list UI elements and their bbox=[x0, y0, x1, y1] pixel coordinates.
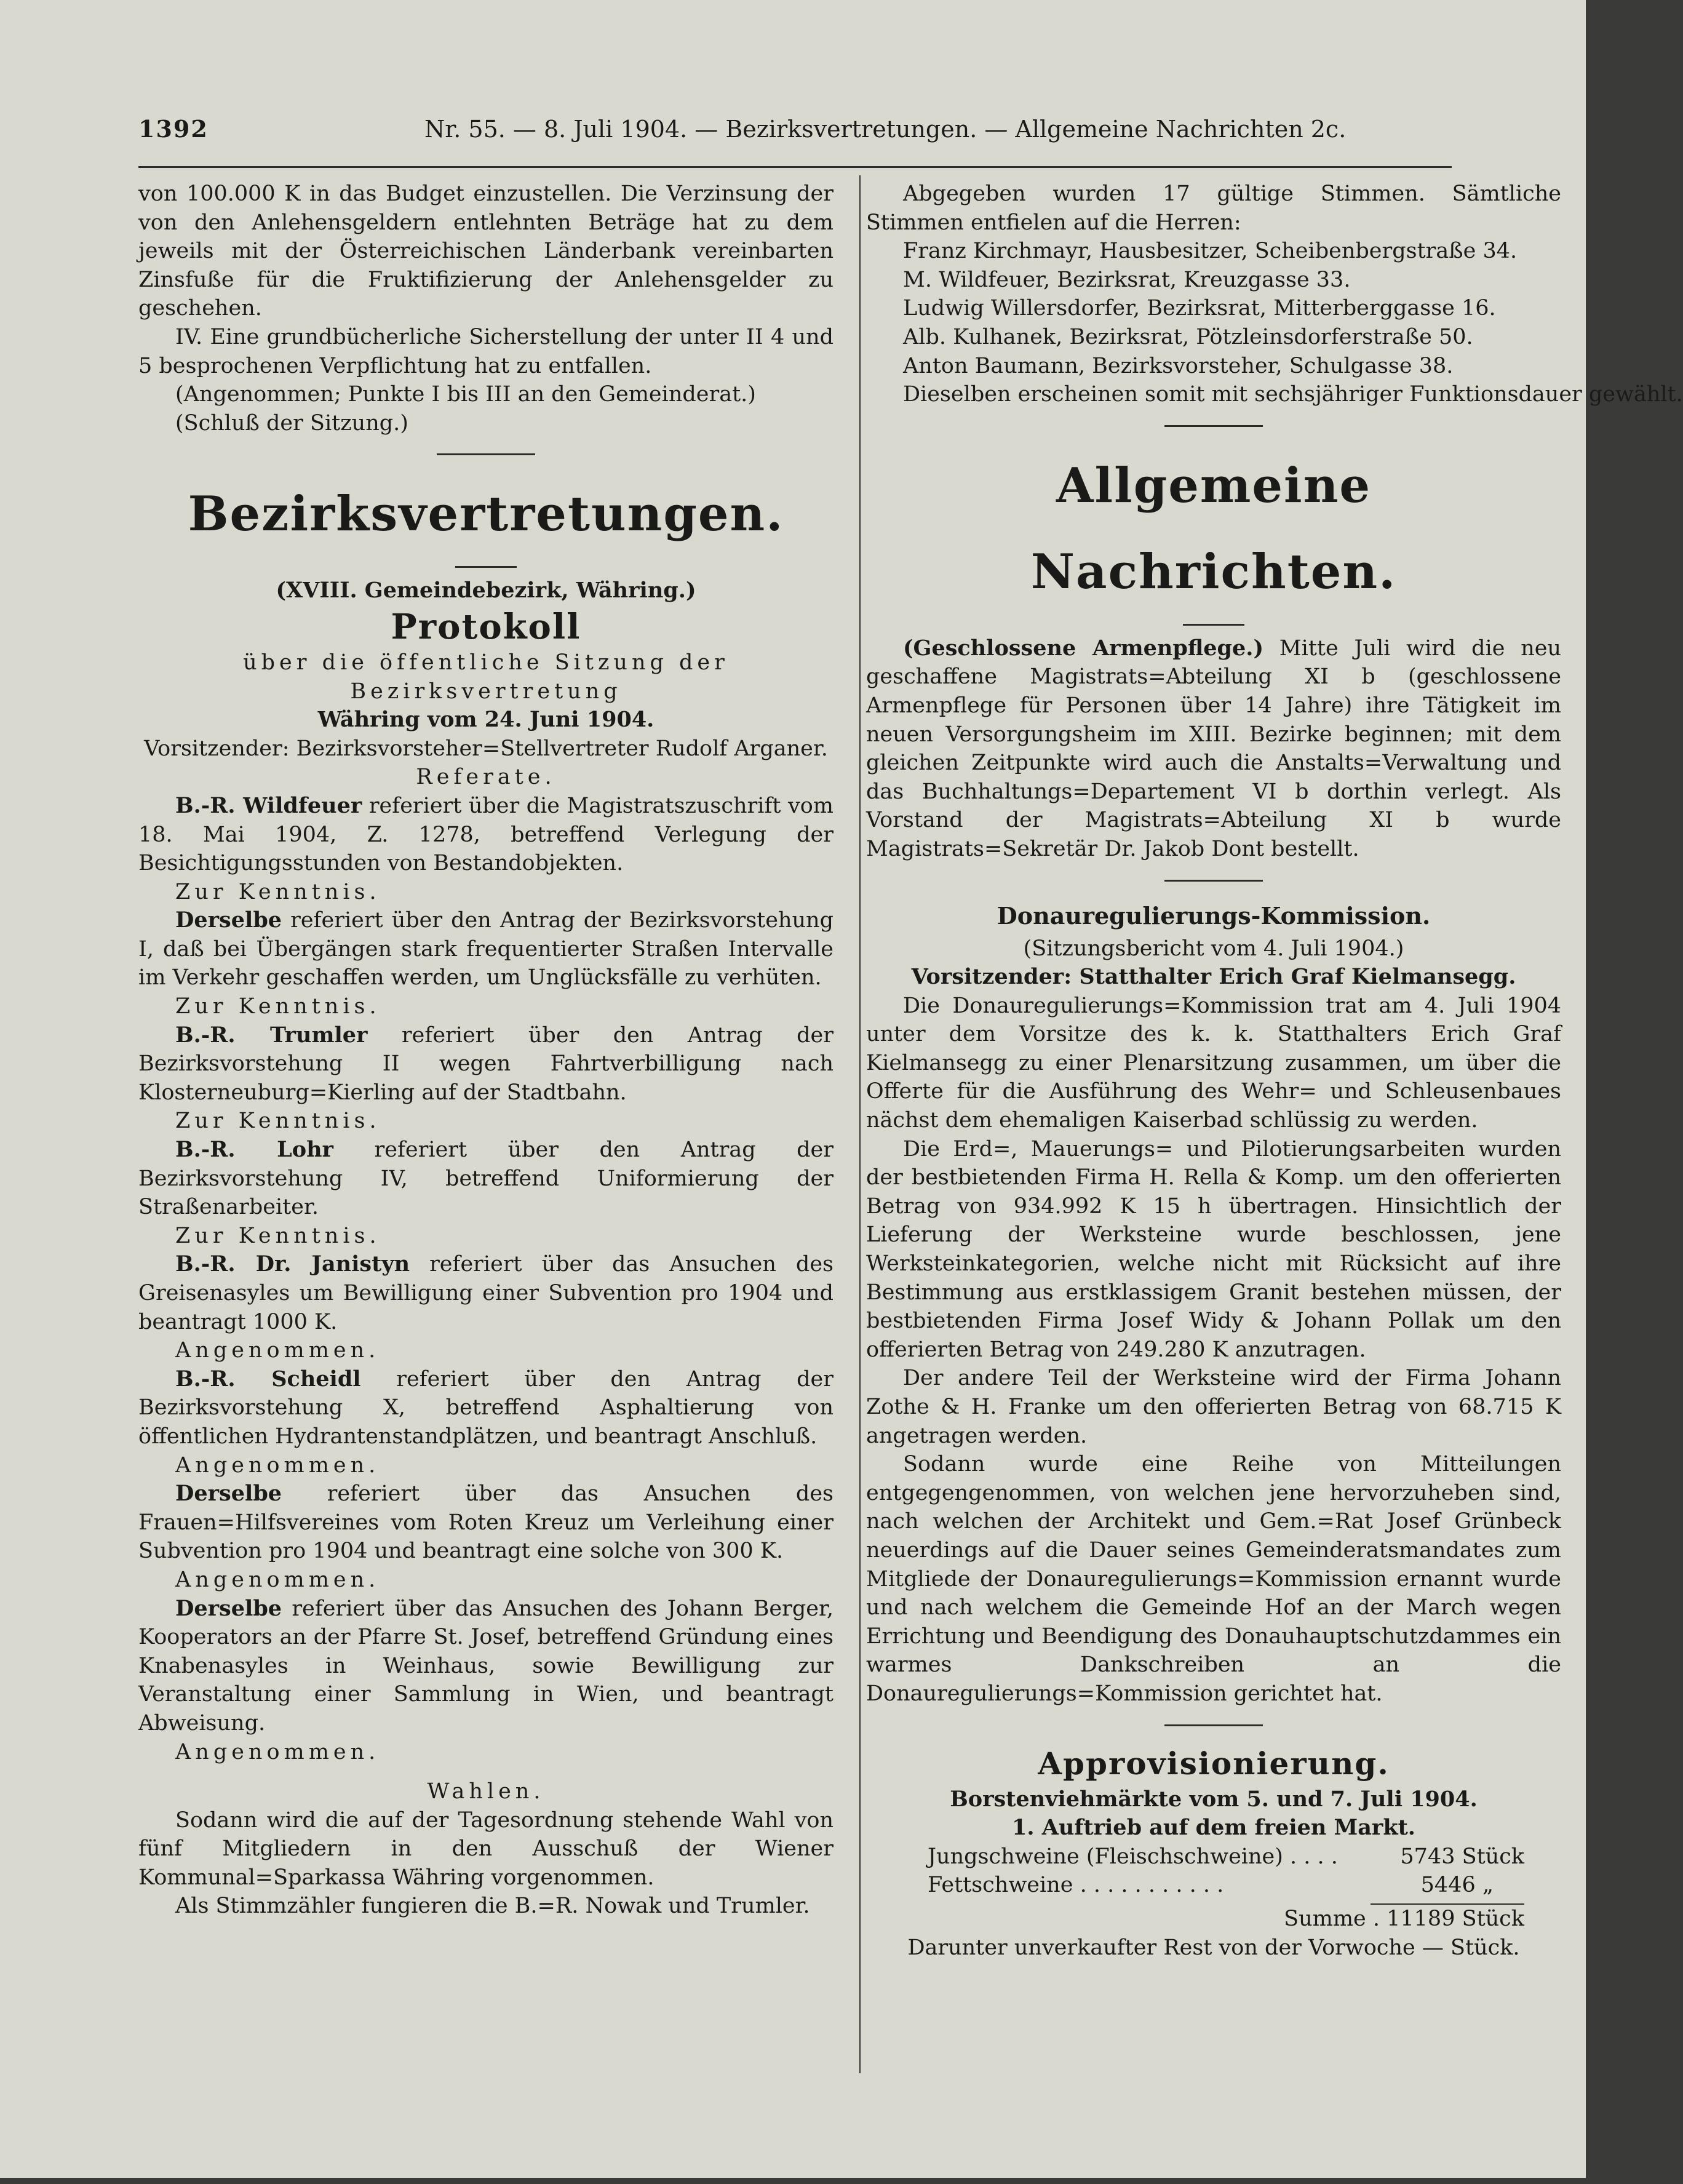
list-item: Dieselben erscheinen somit mit sechsjähriger Funktionsdauer gewählt. bbox=[903, 382, 1683, 407]
report-item bbox=[138, 1021, 834, 1107]
separator bbox=[1164, 425, 1263, 427]
paragraph: Abgegeben wurden 17 gültige Stimmen. Sämtliche Stimmen entfielen auf die Herren: bbox=[866, 181, 1561, 235]
section-title: Allgemeine Nachrichten. bbox=[1030, 457, 1397, 600]
decision: Zur Kenntnis. bbox=[175, 994, 381, 1019]
subsection-title: Donauregulierungs-Kommission. bbox=[997, 901, 1431, 930]
separator bbox=[437, 453, 535, 455]
paragraph: Als Stimmzähler fungieren die B.=R. Nowak und Trumler. bbox=[175, 1894, 810, 1919]
speaker-name: Derselbe bbox=[175, 907, 282, 933]
speaker-name: B.-R. Wildfeuer bbox=[175, 792, 362, 818]
chair-line: Vorsitzender: Statthalter Erich Graf Kielmansegg. bbox=[911, 964, 1516, 990]
decision: Angenommen. bbox=[175, 1453, 380, 1478]
subsection-title: Approvisionierung. bbox=[1038, 1745, 1390, 1782]
paragraph: Sodann wird die auf der Tagesordnung stehende Wahl von fünf Mitgliedern in den Ausschuß der Wiener Kommunal=Sparkassa Währing vorgenommen. bbox=[138, 1807, 834, 1890]
row-value: 5446 „ bbox=[1420, 1873, 1494, 1898]
market-heading: Borstenviehmärkte vom 5. und 7. Juli 1904. bbox=[950, 1786, 1478, 1812]
spacer bbox=[138, 1766, 834, 1777]
report-text: referiert über die Magistratszuschrift vom 18. Mai 1904, Z. 1278, betreffend Verlegung der Besichtigungsstunden von Bestandobjekten. bbox=[138, 793, 834, 876]
decision: Angenommen. bbox=[175, 1739, 380, 1764]
speaker-name: Derselbe bbox=[175, 1481, 282, 1507]
list-item: Ludwig Willersdorfer, Bezirksrat, Mitterberggasse 16. bbox=[903, 296, 1496, 321]
report-item bbox=[138, 1480, 834, 1566]
report-text: referiert über das Ansuchen des Greisenasyles um Bewilligung einer Subvention pro 1904 und beantragt 1000 K. bbox=[138, 1252, 834, 1334]
sum-line: Summe . 11189 Stück bbox=[1284, 1906, 1524, 1931]
page-number: 1392 bbox=[138, 115, 209, 143]
report-item bbox=[138, 1136, 834, 1222]
list-item: M. Wildfeuer, Bezirksrat, Kreuzgasse 33. bbox=[903, 267, 1351, 292]
decision: Angenommen. bbox=[175, 1567, 380, 1592]
protocol-line: über die öffentliche Sitzung der Bezirksvertretung bbox=[243, 650, 729, 704]
paragraph: Die Donauregulierungs=Kommission trat am 4. Juli 1904 unter dem Vorsitze des k. k. Statthalters Erich Graf Kielmansegg zu einer Plenarsitzung zusammen, um über die Offerte für die Ausführung des Wehr= und Schleusenbaues nächst dem ehemaligen Kaiserbad schlüssig zu werden. bbox=[866, 993, 1561, 1133]
list-item: Alb. Kulhanek, Bezirksrat, Pötzleinsdorferstraße 50. bbox=[903, 324, 1473, 349]
paragraph: Der andere Teil der Werksteine wird der Firma Johann Zothe & H. Franke um den offerierten Betrag von 68.715 K angetragen werden. bbox=[866, 1366, 1561, 1448]
speaker-name: B.-R. Lohr bbox=[175, 1137, 333, 1163]
speaker-name: B.-R. Scheidl bbox=[175, 1366, 361, 1392]
decision: Angenommen. bbox=[175, 1338, 380, 1363]
report-text: referiert über den Antrag der Bezirksvorstehung IV, betreffend Uniformierung der Straßenarbeiter. bbox=[138, 1138, 834, 1220]
speaker-name: B.-R. Trumler bbox=[175, 1022, 368, 1048]
row-label: Fettschweine . . . . . . . . . . . bbox=[928, 1873, 1224, 1898]
session-report-line: (Sitzungsbericht vom 4. Juli 1904.) bbox=[1023, 936, 1404, 961]
paragraph: Sodann wurde eine Reihe von Mitteilungen entgegengenommen, von welchen jene hervorzuheben sind, nach welchen der Architekt und Gem.=Rat Josef Grünbeck neuerdings auf die Dauer seines Gemeinderatsmandates zum Mitgliede der Donauregulierungs=Kommission ernannt wurde und nach welchem die Gemeinde Hof an der March wegen Errichtung und Beendigung des Donauhauptschutzdammes ein warmes Dankschreiben an die Donauregulierungs=Kommission gerichtet hat. bbox=[866, 1452, 1561, 1706]
news-text: Mitte Juli wird die neu geschaffene Magistrats=Abteilung XI b (geschlossene Armenpflege für Personen über 14 Jahre) ihre Tätigkeit im neuen Versorgungsheim im XIII. Bezirke beginnen; mit dem gleichen Zeitpunkte wird auch die Anstalts=Verwaltung und das Buchhaltungs=Departement VI b dorthin verlegt. Als Vorstand der Magistrats=Abteilung XI b wurde Magistrats=Sekretär Dr. Jakob Dont bestellt. bbox=[866, 636, 1562, 861]
row-value: 5743 Stück bbox=[1400, 1844, 1524, 1869]
report-text: referiert über den Antrag der Bezirksvorstehung II wegen Fahrtverbilligung nach Klosterneuburg=Kierling auf der Stadtbahn. bbox=[138, 1022, 834, 1105]
decision: Zur Kenntnis. bbox=[175, 1109, 381, 1134]
separator bbox=[1164, 880, 1263, 882]
paragraph: Die Erd=, Mauerungs= und Pilotierungsarbeiten wurden der bestbietenden Firma H. Rella & Komp. um den offerierten Betrag von 934.992 K 15 h übertragen. Hinsichtlich der Lieferung der Werksteine wurde beschlossen, jene Werksteinkategorien, welche nicht mit Rücksicht auf ihre Bestimmung aus erstklassigem Granit bestehen müssen, der bestbietenden Firma Josef Widy & Johann Pollak um den offerierten Betrag von 249.280 K anzutragen. bbox=[866, 1136, 1561, 1362]
report-text: referiert über das Ansuchen des Johann Berger, Kooperators an der Pfarre St. Josef, betreffend Gründung eines Knabenasyles in Weinhaus, sowie Bewilligung zur Veranstaltung einer Sammlung in Wien, und beantragt Abweisung. bbox=[138, 1596, 834, 1736]
report-item bbox=[138, 906, 834, 992]
list-item: Anton Baumann, Bezirksvorsteher, Schulgasse 38. bbox=[903, 353, 1454, 378]
column-divider bbox=[859, 175, 861, 2073]
report-text: referiert über den Antrag der Bezirksvorstehung I, daß bei Übergängen stark frequentierter Straßen Intervalle im Verkehr geschaffen werden, um Unglücksfälle zu verhüten. bbox=[138, 908, 834, 990]
report-item bbox=[138, 1595, 834, 1738]
table-row bbox=[866, 1871, 1561, 1900]
report-item bbox=[138, 792, 834, 878]
chair-line: Vorsitzender: Bezirksvorsteher=Stellvertreter Rudolf Arganer. bbox=[144, 736, 828, 761]
left-column bbox=[138, 180, 834, 1921]
paragraph: IV. Eine grundbücherliche Sicherstellung der unter II 4 und 5 besprochenen Verpflichtung hat zu entfallen. bbox=[138, 324, 834, 378]
report-item bbox=[138, 1250, 834, 1336]
running-title: Nr. 55. — 8. Juli 1904. — Bezirksvertretungen. — Allgemeine Nachrichten 2c. bbox=[424, 116, 1347, 143]
speaker-name: B.-R. Dr. Janistyn bbox=[175, 1251, 410, 1277]
protocol-line: Währing vom 24. Juni 1904. bbox=[317, 707, 654, 733]
header-rule bbox=[138, 166, 1452, 168]
report-text: referiert über den Antrag der Bezirksvorstehung X, betreffend Asphaltierung von öffentlichen Hydrantenstandplätzen, und beantragt Anschluß. bbox=[138, 1366, 834, 1449]
market-subheading: 1. Auftrieb auf dem freien Markt. bbox=[1012, 1815, 1415, 1841]
report-item bbox=[138, 1365, 834, 1451]
session-end-note: (Schluß der Sitzung.) bbox=[175, 410, 408, 436]
separator bbox=[1164, 1724, 1263, 1726]
report-text: referiert über das Ansuchen des Frauen=Hilfsvereines vom Roten Kreuz um Verleihung einer Subvention pro 1904 und beantragt eine solche von 300 K. bbox=[138, 1481, 834, 1564]
district-heading: (XVIII. Gemeindebezirk, Währing.) bbox=[276, 578, 696, 604]
separator bbox=[1183, 624, 1244, 626]
speaker-name: Derselbe bbox=[175, 1595, 282, 1621]
decision: Zur Kenntnis. bbox=[175, 879, 381, 904]
subheading: Wahlen. bbox=[427, 1779, 545, 1804]
footnote-line: Darunter unverkaufter Rest von der Vorwoche — Stück. bbox=[907, 1935, 1520, 1960]
member-list bbox=[866, 237, 1683, 409]
table-row bbox=[866, 1843, 1561, 1871]
page-header bbox=[138, 111, 1452, 148]
decision: Zur Kenntnis. bbox=[175, 1223, 381, 1248]
subheading: Referate. bbox=[416, 765, 556, 790]
right-column bbox=[866, 180, 1683, 1962]
news-lead: (Geschlossene Armenpflege.) bbox=[903, 635, 1264, 661]
protocol-title: Protokoll bbox=[391, 606, 581, 647]
news-item bbox=[866, 634, 1561, 864]
resolution-note: (Angenommen; Punkte I bis III an den Gemeinderat.) bbox=[175, 382, 756, 407]
table-row bbox=[866, 1905, 1561, 1934]
list-item: Franz Kirchmayr, Hausbesitzer, Scheibenbergstraße 34. bbox=[903, 239, 1518, 264]
section-title: Bezirksvertretungen. bbox=[188, 486, 784, 543]
row-label: Jungschweine (Fleischschweine) . . . . bbox=[928, 1844, 1338, 1869]
separator bbox=[455, 566, 517, 568]
paragraph: von 100.000 K in das Budget einzustellen. Die Verzinsung der von den Anlehensgeldern entlehnten Beträge hat zu dem jeweils mit der Österreichischen Länderbank vereinbarten Zinsfuße für die Fruktifizierung der Anlehensgelder zu geschehen. bbox=[138, 181, 834, 321]
